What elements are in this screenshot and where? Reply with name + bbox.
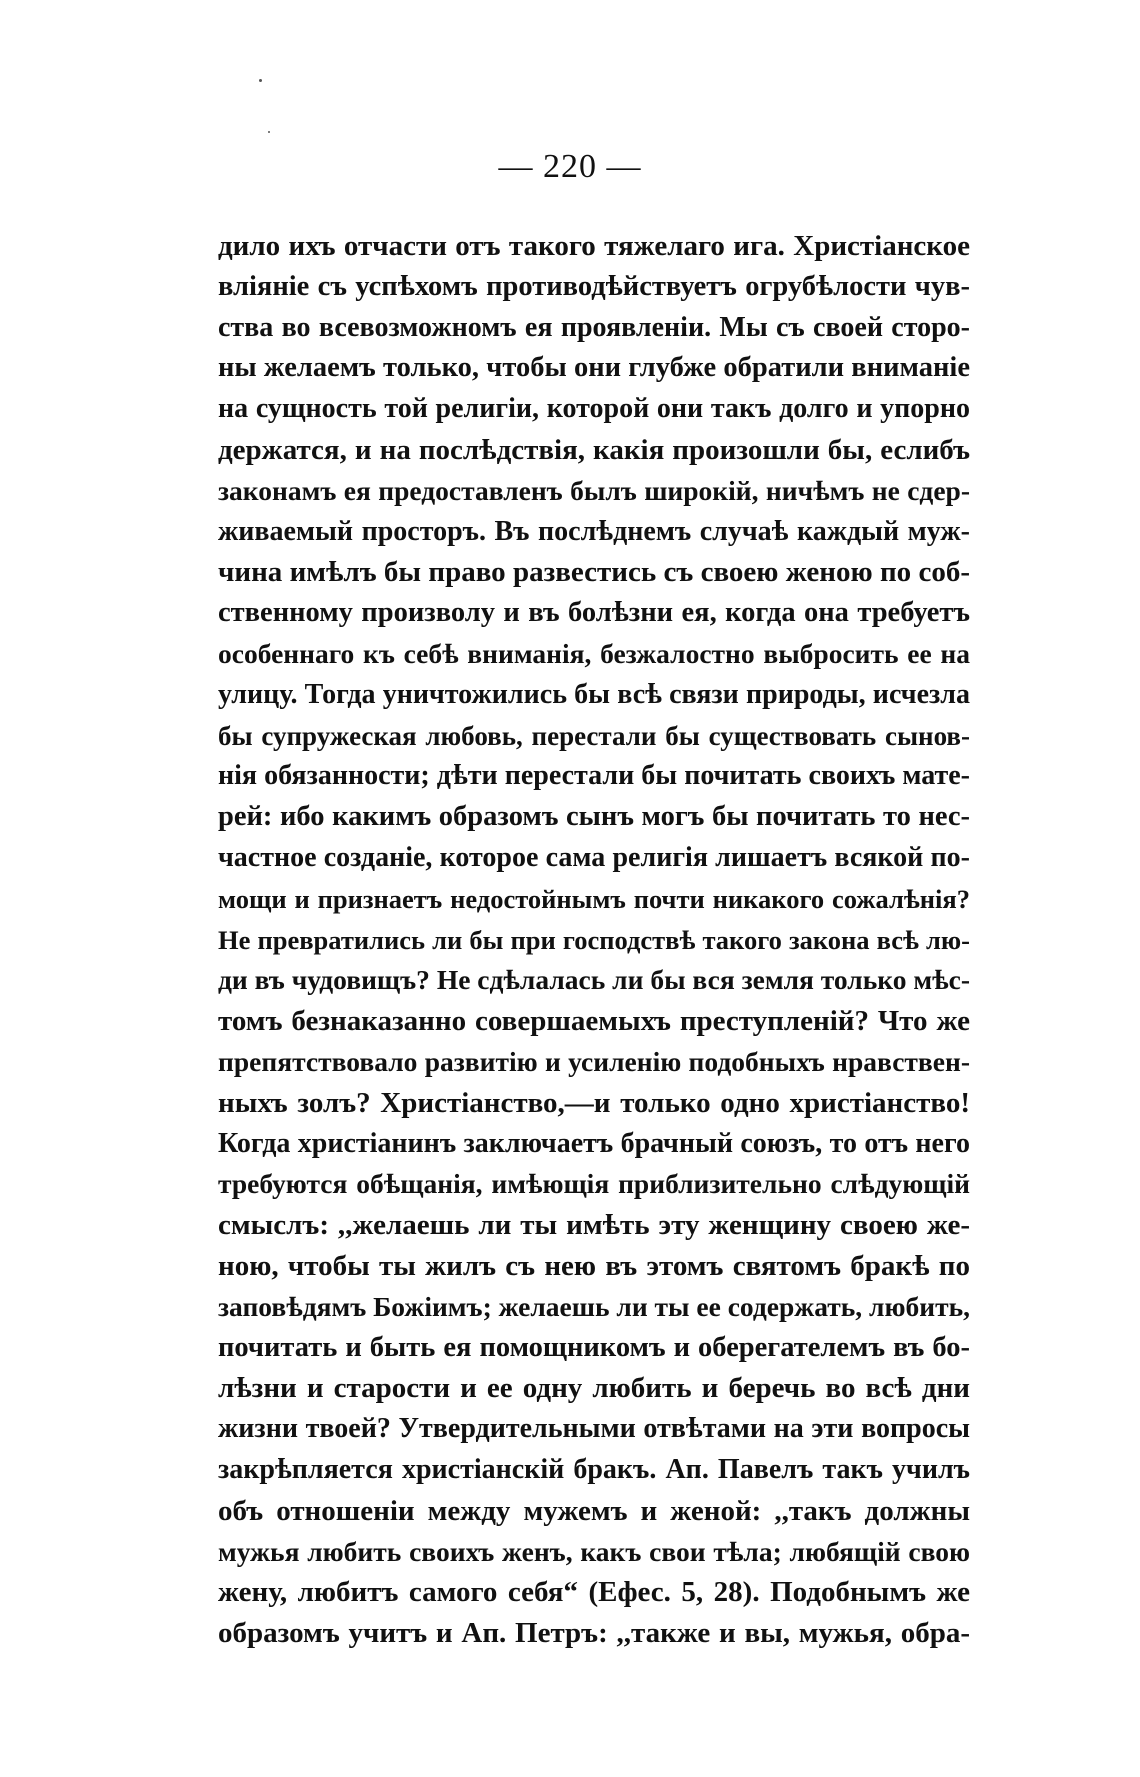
text-line: дило ихъ отчасти отъ такого тяжелаго ига. Христіанское <box>218 230 970 262</box>
text-line: ственному произволу и въ болѣзни ея, когда она требуетъ <box>218 597 970 629</box>
text-line: живаемый просторъ. Въ послѣднемъ случаѣ каждый муж- <box>218 515 970 547</box>
text-line: вліяніе съ успѣхомъ противодѣйствуетъ огрубѣлости чув- <box>218 270 970 302</box>
text-line: почитать и быть ея помощникомъ и оберегателемъ въ бо- <box>218 1331 970 1363</box>
text-line: закрѣпляется христіанскій бракъ. Ап. Павелъ такъ училъ <box>218 1453 970 1485</box>
text-line: мощи и признаетъ недостойнымъ почти никакого сожалѣнія? <box>218 883 970 914</box>
text-line: лѣзни и старости и ее одну любить и беречь во всѣ дни <box>218 1372 970 1405</box>
text-line: законамъ ея предоставленъ былъ широкій, ничѣмъ не сдер- <box>218 474 970 506</box>
text-line: ства во всевозможномъ ея проявленіи. Мы съ своей сторо- <box>218 311 970 343</box>
print-speck <box>259 79 262 82</box>
text-line: нія обязанности; дѣти перестали бы почитать своихъ мате- <box>218 760 970 792</box>
text-line: мужья любить своихъ женъ, какъ свои тѣла; любящій свою <box>218 1535 970 1567</box>
text-line: заповѣдямъ Божіимъ; желаешь ли ты ее содержать, любить, <box>218 1290 970 1322</box>
text-line: улицу. Тогда уничтожились бы всѣ связи природы, исчезла <box>218 678 970 710</box>
page-number: — 220 — <box>498 148 642 185</box>
text-line: ны желаемъ только, чтобы они глубже обратили вниманіе <box>218 352 970 384</box>
text-line: жизни твоей? Утвердительными отвѣтами на эти вопросы <box>218 1413 970 1445</box>
text-line: рей: ибо какимъ образомъ сынъ могъ бы почитать то нес- <box>218 801 970 833</box>
text-line: Не превратились ли бы при господствѣ такого закона всѣ лю- <box>218 924 970 955</box>
text-line: бы супружеская любовь, перестали бы существовать сынов- <box>218 720 970 751</box>
text-line: особеннаго къ себѣ вниманія, безжалостно выбросить ее на <box>218 637 970 669</box>
text-line: Когда христіанинъ заключаетъ брачный союзъ, то отъ него <box>218 1127 970 1159</box>
text-line: требуются обѣщанія, имѣющія приблизительно слѣдующій <box>218 1168 970 1200</box>
text-line: смыслъ: ,,желаешь ли ты имѣть эту женщину своею же- <box>218 1209 970 1242</box>
text-line: препятствовало развитію и усиленію подобныхъ нравствен- <box>218 1045 970 1077</box>
text-line: ною, чтобы ты жилъ съ нею въ этомъ святомъ бракѣ по <box>218 1249 970 1282</box>
text-line: частное созданіе, которое сама религія лишаетъ всякой по- <box>218 841 970 873</box>
text-line: ныхъ золъ? Христіанство,—и только одно христіанство! <box>218 1086 970 1119</box>
text-line: держатся, и на послѣдствія, какія произошли бы, еслибъ <box>218 433 970 466</box>
print-speck <box>268 131 270 133</box>
text-line: чина имѣлъ бы право развестись съ своею женою по соб- <box>218 556 970 589</box>
text-line: на сущность той религіи, которой они такъ долго и упорно <box>218 393 970 425</box>
text-line: образомъ учитъ и Ап. Петръ: ,,также и вы, мужья, обра- <box>218 1617 970 1650</box>
text-line: ди въ чудовищъ? Не сдѣлалась ли бы вся земля только мѣс- <box>218 964 970 996</box>
text-line: жену, любитъ самого себя“ (Ефес. 5, 28). Подобнымъ же <box>218 1576 970 1609</box>
text-line: томъ безнаказанно совершаемыхъ преступленій? Что же <box>218 1005 970 1038</box>
text-line: объ отношеніи между мужемъ и женой: ,,такъ должны <box>218 1494 970 1527</box>
body-text <box>218 226 970 1654</box>
